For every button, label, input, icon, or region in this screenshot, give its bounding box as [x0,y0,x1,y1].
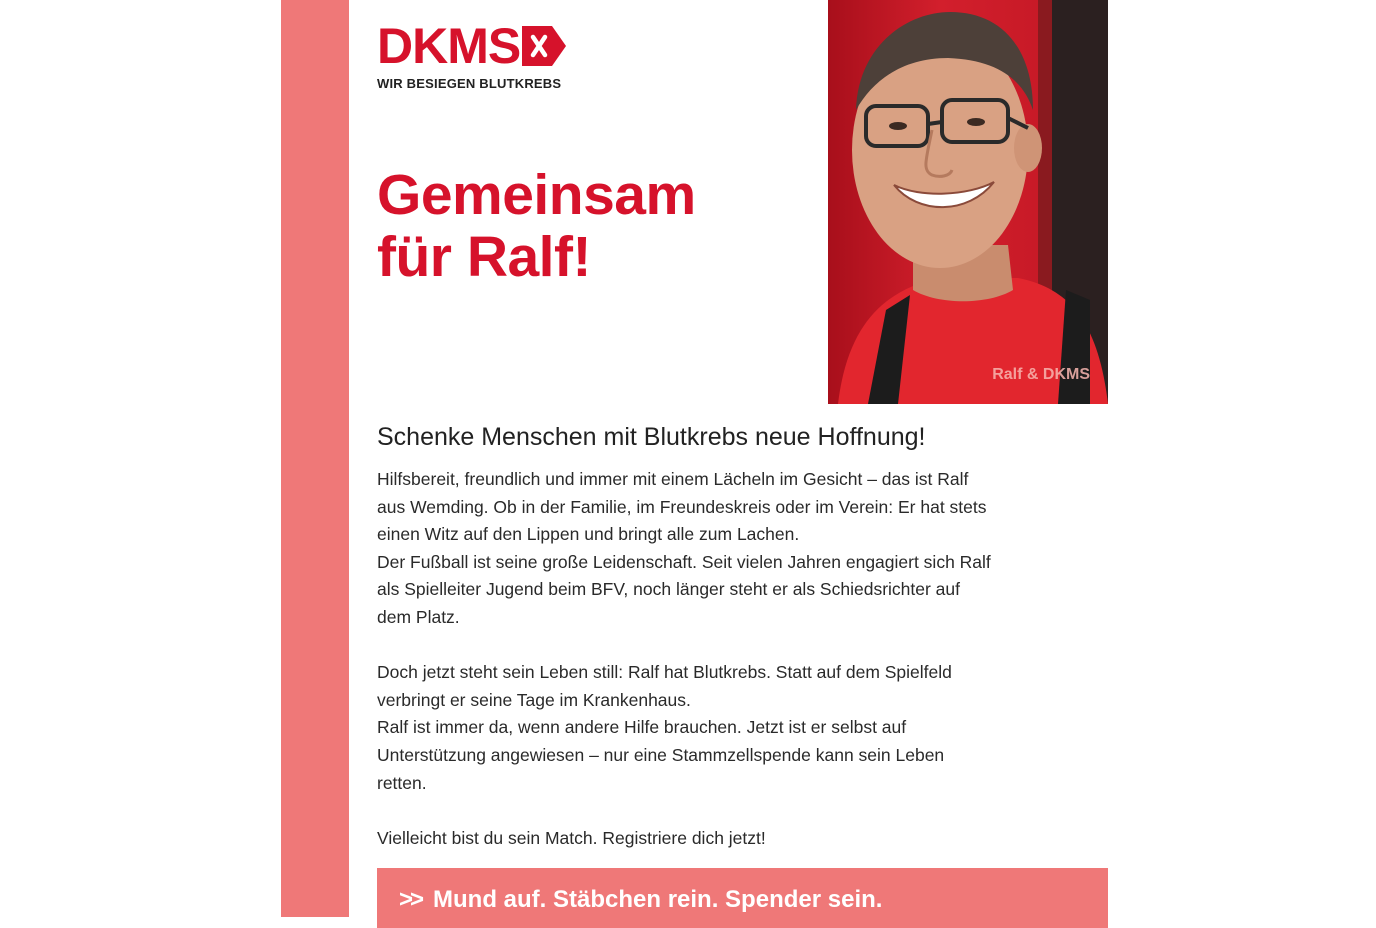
decorative-side-bar [281,0,349,917]
logo-wordmark-text: DKMS [377,18,521,74]
paragraph-gap [377,632,1117,660]
body-line: retten. [377,772,427,793]
body-line: einen Witz auf den Lippen und bringt alle zum Lachen. [377,524,800,545]
dkms-logo [377,18,566,91]
logo-x-icon [522,26,566,66]
portrait-photo [828,0,1108,404]
body-line: Hilfsbereit, freundlich und immer mit einem Lächeln im Gesicht – das ist Ralf [377,469,969,489]
logo-tagline: WIR BESIEGEN BLUTKREBS [377,76,562,91]
body-line: als Spielleiter Jugend beim BFV, noch länger steht er als Schiedsrichter auf [377,579,961,600]
headline-line-1: Gemeinsam [377,163,696,227]
paragraph-gap [377,797,1117,825]
cta-label: Mund auf. Stäbchen rein. Spender sein. [433,886,883,913]
body-line: verbringt er seine Tage im Krankenhaus. [377,689,691,710]
body-line: Der Fußball ist seine große Leidenschaft. Seit vielen Jahren engagiert sich Ralf [377,551,991,572]
body-line: Unterstützung angewiesen – nur eine Stammzellspende kann sein Leben [377,744,945,765]
headline-line-2: für Ralf! [377,225,591,289]
body-text [377,466,1117,852]
subheadline: Schenke Menschen mit Blutkrebs neue Hoffnung! [377,423,926,451]
body-line: Ralf ist immer da, wenn andere Hilfe brauchen. Jetzt ist er selbst auf [377,717,907,738]
call-to-action-text: Vielleicht bist du sein Match. Registriere dich jetzt! [377,827,766,848]
logo-wordmark [377,18,566,74]
register-cta-button[interactable] [377,868,1108,928]
body-line: dem Platz. [377,606,460,627]
body-line: Doch jetzt steht sein Leben still: Ralf hat Blutkrebs. Statt auf dem Spielfeld [377,662,952,683]
page-headline [377,164,797,288]
body-line: aus Wemding. Ob in der Familie, im Freundeskreis oder im Verein: Er hat stets [377,496,987,517]
double-chevron-right-icon: >> [399,886,422,913]
photo-caption: Ralf & DKMS [992,366,1090,383]
